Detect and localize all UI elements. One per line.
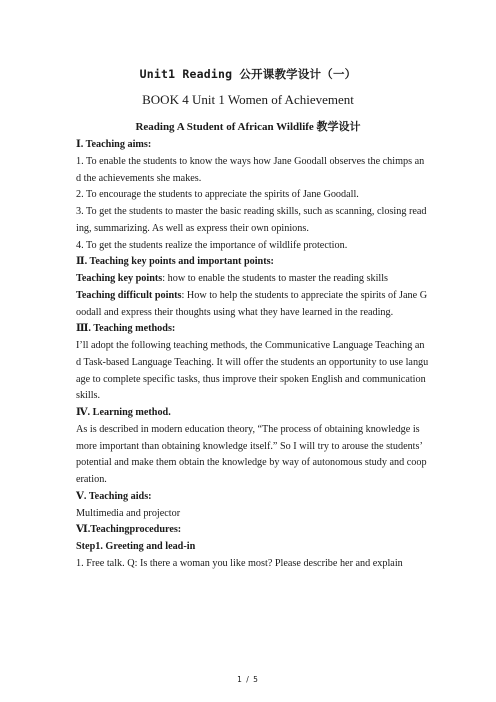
body-line — [76, 238, 422, 255]
line-text: 2. To encourage the students to appreciate the spirits of Jane Goodall. — [76, 189, 359, 201]
document-title: Unit1 Reading 公开课教学设计（一） — [139, 67, 357, 81]
body-line — [76, 187, 422, 204]
document-body — [76, 137, 429, 573]
line-text: 1. Free talk. Q: Is there a woman you like most? Please describe her and explain — [76, 557, 403, 569]
section-heading — [76, 254, 422, 271]
line-text: potential and make them obtain the knowledge by way of autonomous study and coop — [76, 457, 427, 469]
body-line — [76, 271, 422, 288]
body-line — [76, 154, 425, 171]
section-heading — [76, 137, 422, 154]
line-text: Ⅳ. Learning method. — [76, 407, 171, 418]
body-line — [76, 204, 427, 221]
body-line — [76, 305, 422, 322]
page-number: 1 / 5 — [237, 675, 259, 684]
line-label: Teaching key points — [76, 273, 163, 284]
line-text: Step1. Greeting and lead-in — [76, 541, 196, 552]
line-text: 4. To get the students realize the importance of wildlife protection. — [76, 239, 348, 251]
section-heading — [76, 405, 422, 422]
line-text: Multimedia and projector — [76, 507, 181, 519]
body-line — [76, 388, 422, 405]
line-text: : How to help the students to appreciate the spirits of Jane G — [181, 289, 428, 301]
body-line — [76, 288, 428, 305]
body-line — [76, 221, 422, 238]
section-heading — [76, 321, 422, 338]
line-text: more important than obtaining knowledge itself.” So I will try to arouse the students’ — [76, 440, 423, 452]
line-text: d Task-based Language Teaching. It will offer the students an opportunity to use langu — [76, 356, 429, 368]
line-text: oodall and express their thoughts using what they have learned in the reading. — [76, 306, 394, 318]
line-text: Ⅵ.Teachingprocedures: — [76, 524, 182, 536]
line-text: : how to enable the students to master the reading skills — [162, 273, 389, 284]
line-text: ing, summarizing. As well as express their own opinions. — [76, 222, 309, 234]
section-heading — [76, 522, 422, 539]
body-line — [76, 422, 422, 439]
reading-subtitle: Reading A Student of African Wildlife 教学设计 — [135, 121, 361, 133]
line-text: d the achievements she makes. — [76, 172, 202, 184]
line-text: eration. — [76, 474, 107, 485]
section-heading — [76, 539, 422, 556]
body-line — [76, 338, 425, 355]
body-line — [76, 171, 422, 188]
book-unit-heading: BOOK 4 Unit 1 Women of Achievement — [142, 92, 354, 107]
line-text: Ⅴ. Teaching aids: — [76, 490, 152, 502]
line-text: age to complete specific tasks, thus improve their spoken English and communication — [76, 373, 426, 385]
body-line — [76, 472, 422, 489]
line-text: I’ll adopt the following teaching methods, the Communicative Language Teaching an — [76, 340, 425, 351]
line-text: 3. To get the students to master the basic reading skills, such as scanning, closing read — [76, 206, 427, 217]
body-line — [76, 455, 427, 472]
line-text: As is described in modern education theory, “The process of obtaining knowledge is — [76, 423, 420, 435]
body-line — [76, 355, 429, 372]
body-line — [76, 506, 422, 523]
line-text: Ⅲ. Teaching methods: — [76, 323, 176, 335]
line-text: Ⅱ. Teaching key points and important points: — [76, 256, 274, 268]
section-heading — [76, 489, 422, 506]
line-text: Ⅰ. Teaching aims: — [76, 139, 152, 150]
body-line — [76, 556, 422, 573]
body-line — [76, 372, 426, 389]
body-line — [76, 439, 422, 456]
line-text: 1. To enable the students to know the ways how Jane Goodall observes the chimps an — [76, 155, 425, 167]
line-text: skills. — [76, 390, 101, 402]
line-label: Teaching difficult points — [76, 289, 182, 301]
